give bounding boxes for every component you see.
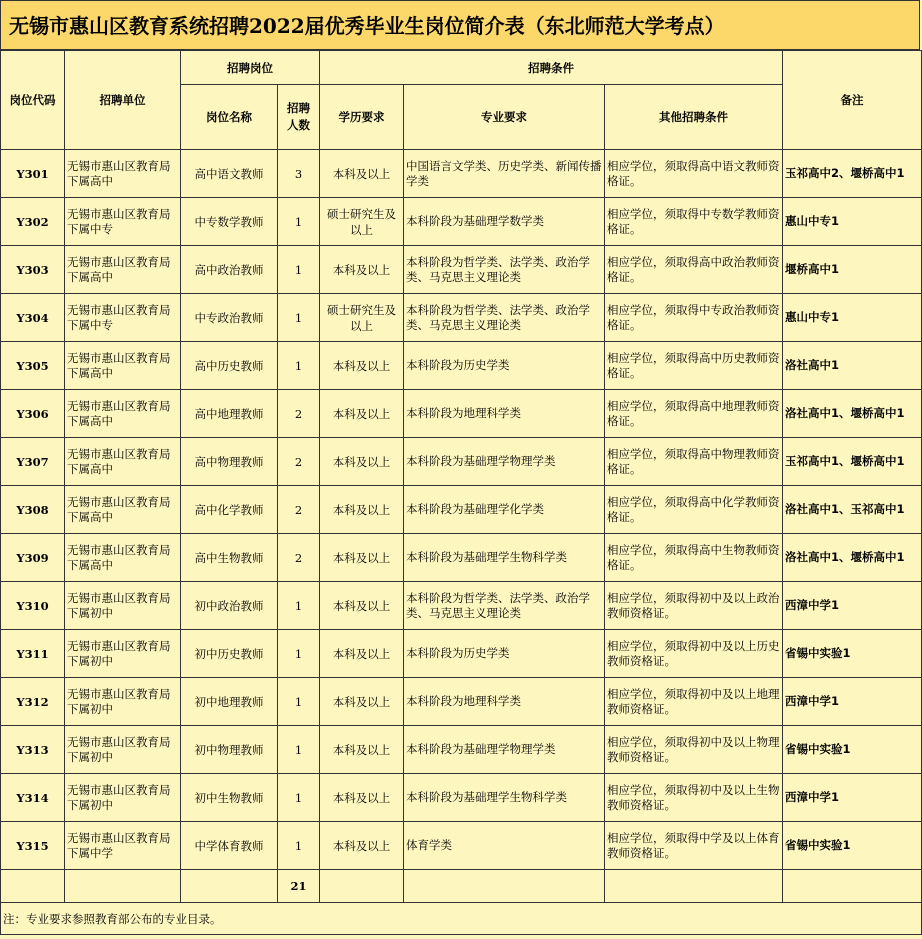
recruit-count: 1 (278, 822, 320, 870)
remark: 洛社高中1 (783, 342, 922, 390)
recruiting-unit: 无锡市惠山区教育局下属高中 (65, 486, 181, 534)
post-name: 高中物理教师 (181, 438, 278, 486)
remark: 西漳中学1 (783, 678, 922, 726)
remark: 洛社高中1、堰桥高中1 (783, 390, 922, 438)
remark: 堰桥高中1 (783, 246, 922, 294)
post-name: 初中地理教师 (181, 678, 278, 726)
major-requirement: 本科阶段为地理科学类 (404, 390, 605, 438)
remark: 洛社高中1、玉祁高中1 (783, 486, 922, 534)
education-requirement: 硕士研究生及以上 (320, 198, 404, 246)
post-name: 高中化学教师 (181, 486, 278, 534)
table-row (1, 198, 922, 246)
major-requirement: 本科阶段为基础理学物理学类 (404, 438, 605, 486)
post-code: Y310 (1, 582, 65, 630)
table-row (1, 294, 922, 342)
recruit-count: 1 (278, 342, 320, 390)
major-requirement: 中国语言文学类、历史学类、新闻传播学类 (404, 150, 605, 198)
major-requirement: 本科阶段为基础理学数学类 (404, 198, 605, 246)
job-table (0, 50, 922, 935)
post-name: 初中历史教师 (181, 630, 278, 678)
post-name: 初中生物教师 (181, 774, 278, 822)
remark: 西漳中学1 (783, 582, 922, 630)
major-requirement: 本科阶段为哲学类、法学类、政治学类、马克思主义理论类 (404, 294, 605, 342)
other-requirement: 相应学位，须取得初中及以上历史教师资格证。 (605, 630, 783, 678)
header-major: 专业要求 (404, 85, 605, 150)
recruit-count: 3 (278, 150, 320, 198)
other-requirement: 相应学位，须取得中专政治教师资格证。 (605, 294, 783, 342)
post-name: 高中历史教师 (181, 342, 278, 390)
education-requirement: 本科及以上 (320, 150, 404, 198)
header-count: 招聘 人数 (278, 85, 320, 150)
education-requirement: 本科及以上 (320, 582, 404, 630)
education-requirement: 本科及以上 (320, 774, 404, 822)
header-condition-group: 招聘条件 (320, 51, 783, 85)
education-requirement: 本科及以上 (320, 630, 404, 678)
other-requirement: 相应学位，须取得高中物理教师资格证。 (605, 438, 783, 486)
table-row (1, 438, 922, 486)
post-name: 高中政治教师 (181, 246, 278, 294)
page-title: 无锡市惠山区教育系统招聘2022届优秀毕业生岗位简介表（东北师范大学考点） (0, 0, 920, 50)
header-post-name: 岗位名称 (181, 85, 278, 150)
table-body (1, 150, 922, 870)
other-requirement: 相应学位，须取得初中及以上生物教师资格证。 (605, 774, 783, 822)
post-code: Y314 (1, 774, 65, 822)
footnote-row (1, 903, 922, 935)
table-row (1, 486, 922, 534)
post-code: Y307 (1, 438, 65, 486)
total-row (1, 870, 922, 903)
table-row (1, 774, 922, 822)
table-row (1, 630, 922, 678)
major-requirement: 本科阶段为基础理学生物科学类 (404, 774, 605, 822)
recruit-count: 1 (278, 582, 320, 630)
other-requirement: 相应学位，须取得高中地理教师资格证。 (605, 390, 783, 438)
post-name: 初中物理教师 (181, 726, 278, 774)
recruiting-unit: 无锡市惠山区教育局下属中学 (65, 822, 181, 870)
recruit-count: 1 (278, 294, 320, 342)
post-name: 高中语文教师 (181, 150, 278, 198)
other-requirement: 相应学位，须取得中专数学教师资格证。 (605, 198, 783, 246)
post-code: Y303 (1, 246, 65, 294)
major-requirement: 本科阶段为基础理学物理学类 (404, 726, 605, 774)
post-code: Y304 (1, 294, 65, 342)
recruit-count: 2 (278, 534, 320, 582)
post-code: Y301 (1, 150, 65, 198)
other-requirement: 相应学位，须取得初中及以上政治教师资格证。 (605, 582, 783, 630)
total-count: 21 (278, 870, 320, 903)
table-row (1, 726, 922, 774)
recruiting-unit: 无锡市惠山区教育局下属高中 (65, 342, 181, 390)
major-requirement: 本科阶段为历史学类 (404, 342, 605, 390)
recruit-count: 1 (278, 246, 320, 294)
education-requirement: 硕士研究生及以上 (320, 294, 404, 342)
education-requirement: 本科及以上 (320, 342, 404, 390)
education-requirement: 本科及以上 (320, 822, 404, 870)
major-requirement: 体育学类 (404, 822, 605, 870)
major-requirement: 本科阶段为地理科学类 (404, 678, 605, 726)
post-code: Y309 (1, 534, 65, 582)
header-other: 其他招聘条件 (605, 85, 783, 150)
recruit-count: 2 (278, 486, 320, 534)
post-code: Y313 (1, 726, 65, 774)
table-row (1, 534, 922, 582)
table-row (1, 822, 922, 870)
header-remark: 备注 (783, 51, 922, 150)
other-requirement: 相应学位，须取得初中及以上物理教师资格证。 (605, 726, 783, 774)
recruiting-unit: 无锡市惠山区教育局下属初中 (65, 774, 181, 822)
education-requirement: 本科及以上 (320, 678, 404, 726)
post-code: Y315 (1, 822, 65, 870)
recruiting-unit: 无锡市惠山区教育局下属初中 (65, 582, 181, 630)
education-requirement: 本科及以上 (320, 486, 404, 534)
recruiting-unit: 无锡市惠山区教育局下属高中 (65, 438, 181, 486)
recruit-count: 2 (278, 438, 320, 486)
post-name: 中学体育教师 (181, 822, 278, 870)
education-requirement: 本科及以上 (320, 246, 404, 294)
post-code: Y311 (1, 630, 65, 678)
recruiting-unit: 无锡市惠山区教育局下属初中 (65, 630, 181, 678)
remark: 惠山中专1 (783, 198, 922, 246)
education-requirement: 本科及以上 (320, 726, 404, 774)
recruit-count: 1 (278, 726, 320, 774)
recruit-count: 1 (278, 630, 320, 678)
header-code: 岗位代码 (1, 51, 65, 150)
other-requirement: 相应学位，须取得高中历史教师资格证。 (605, 342, 783, 390)
major-requirement: 本科阶段为基础理学生物科学类 (404, 534, 605, 582)
remark: 玉祁高中2、堰桥高中1 (783, 150, 922, 198)
other-requirement: 相应学位，须取得高中化学教师资格证。 (605, 486, 783, 534)
education-requirement: 本科及以上 (320, 390, 404, 438)
recruiting-unit: 无锡市惠山区教育局下属初中 (65, 726, 181, 774)
recruit-count: 1 (278, 198, 320, 246)
remark: 惠山中专1 (783, 294, 922, 342)
header-unit: 招聘单位 (65, 51, 181, 150)
remark: 省锡中实验1 (783, 822, 922, 870)
recruiting-unit: 无锡市惠山区教育局下属初中 (65, 678, 181, 726)
remark: 西漳中学1 (783, 774, 922, 822)
post-code: Y302 (1, 198, 65, 246)
header-post-group: 招聘岗位 (181, 51, 320, 85)
post-code: Y308 (1, 486, 65, 534)
recruiting-unit: 无锡市惠山区教育局下属中专 (65, 198, 181, 246)
remark: 玉祁高中1、堰桥高中1 (783, 438, 922, 486)
remark: 洛社高中1、堰桥高中1 (783, 534, 922, 582)
header-education: 学历要求 (320, 85, 404, 150)
recruiting-unit: 无锡市惠山区教育局下属高中 (65, 534, 181, 582)
recruiting-unit: 无锡市惠山区教育局下属高中 (65, 390, 181, 438)
table-row (1, 390, 922, 438)
table-row (1, 582, 922, 630)
education-requirement: 本科及以上 (320, 534, 404, 582)
table-row (1, 150, 922, 198)
table-row (1, 678, 922, 726)
post-code: Y306 (1, 390, 65, 438)
post-name: 高中生物教师 (181, 534, 278, 582)
recruit-count: 1 (278, 678, 320, 726)
footnote: 注：专业要求参照教育部公布的专业目录。 (1, 903, 922, 935)
recruiting-unit: 无锡市惠山区教育局下属中专 (65, 294, 181, 342)
other-requirement: 相应学位，须取得初中及以上地理教师资格证。 (605, 678, 783, 726)
major-requirement: 本科阶段为历史学类 (404, 630, 605, 678)
remark: 省锡中实验1 (783, 630, 922, 678)
post-name: 高中地理教师 (181, 390, 278, 438)
major-requirement: 本科阶段为基础理学化学类 (404, 486, 605, 534)
recruit-count: 1 (278, 774, 320, 822)
other-requirement: 相应学位，须取得高中政治教师资格证。 (605, 246, 783, 294)
table-row (1, 342, 922, 390)
post-name: 中专政治教师 (181, 294, 278, 342)
post-name: 初中政治教师 (181, 582, 278, 630)
major-requirement: 本科阶段为哲学类、法学类、政治学类、马克思主义理论类 (404, 246, 605, 294)
education-requirement: 本科及以上 (320, 438, 404, 486)
other-requirement: 相应学位，须取得中学及以上体育教师资格证。 (605, 822, 783, 870)
other-requirement: 相应学位，须取得高中生物教师资格证。 (605, 534, 783, 582)
remark: 省锡中实验1 (783, 726, 922, 774)
major-requirement: 本科阶段为哲学类、法学类、政治学类、马克思主义理论类 (404, 582, 605, 630)
recruiting-unit: 无锡市惠山区教育局下属高中 (65, 246, 181, 294)
other-requirement: 相应学位，须取得高中语文教师资格证。 (605, 150, 783, 198)
recruiting-unit: 无锡市惠山区教育局下属高中 (65, 150, 181, 198)
table-row (1, 246, 922, 294)
post-code: Y312 (1, 678, 65, 726)
post-name: 中专数学教师 (181, 198, 278, 246)
recruit-count: 2 (278, 390, 320, 438)
post-code: Y305 (1, 342, 65, 390)
